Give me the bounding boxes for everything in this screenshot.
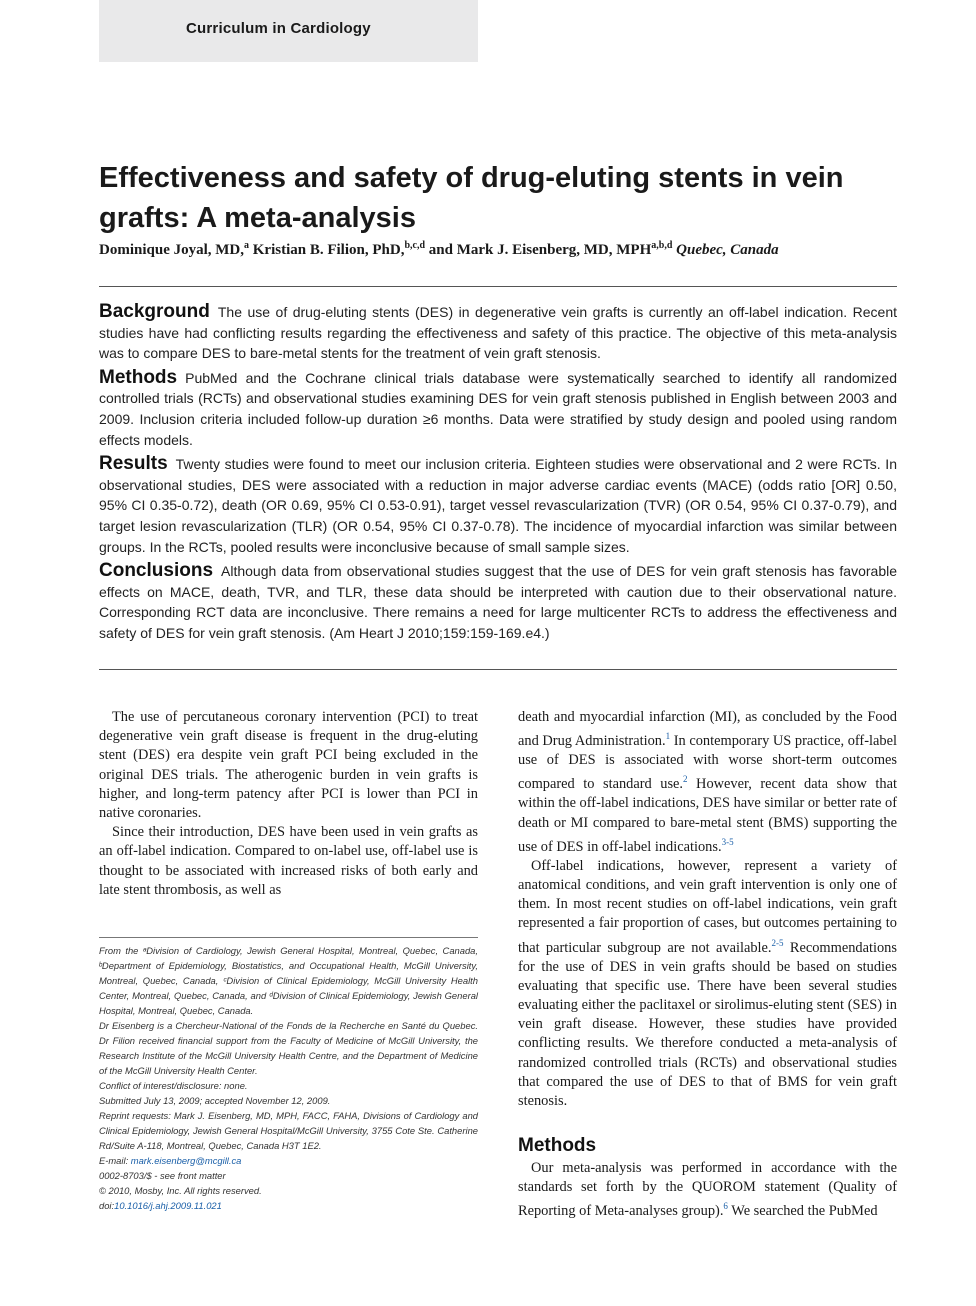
reference-link[interactable]: 2-5 [771, 937, 784, 948]
section-label: Curriculum in Cardiology [186, 20, 371, 37]
divider-bottom [99, 669, 897, 670]
body-left-column [99, 708, 478, 900]
author-name: Dominique Joyal, MD, [99, 242, 245, 258]
body-text: In contemporary US practice, off-label use of DES is associated with worse short-term outcomes compared to standard use. [518, 733, 897, 793]
abstract-heading: Methods [99, 366, 178, 388]
body-paragraph [518, 857, 897, 1111]
footnote-email [99, 1153, 478, 1168]
body-text: We searched the PubMed [727, 1203, 878, 1220]
email-label: E-mail: [99, 1155, 131, 1166]
author-affiliation: a [244, 240, 250, 251]
footnote-funding: Dr Eisenberg is a Chercheur-National of the Fonds de la Recherche en Santé du Quebec. Dr Filion received financial support from the Faculty of Medicine of McGill University, the Research Institute of the McGill University Health Centre, and the Department of Medicine of the McGill University Health Center. [99, 1020, 478, 1076]
article-title: Effectiveness and safety of drug-eluting stents in vein grafts: A meta-analysis [99, 162, 844, 234]
body-text: Off-label indications, however, represent a variety of anatomical conditions, and vein graft intervention is only one of them. In most recent studies on off-label indications, vein graft represented a fair proportion of cases, but outcomes pertaining to that particular subgroup are not available. [518, 857, 897, 956]
body-text: death and myocardial infarction (MI), as concluded by the Food and Drug Administration. [518, 709, 897, 749]
author-line [99, 240, 899, 259]
body-text: Recommendations for the use of DES in vein grafts should be based on studies evaluating that specific use. There have been several studies evaluating either the paclitaxel or sirolimus-eluting stent (SES) in vein graft disease. However, these studies have provided conflicting results. We therefore conducted a meta-analysis of randomized controlled trials (RCTs) and observational studies that compared the use of DES to that of BMS for vein graft stenosis. [518, 939, 897, 1110]
abstract-heading: Conclusions [99, 560, 214, 582]
email-link[interactable]: mark.eisenberg@mcgill.ca [130, 1155, 242, 1166]
body-paragraph [518, 1159, 897, 1221]
abstract-text: Although data from observational studies suggest that the use of DES for vein graft stenosis has favorable effects on MACE, death, TVR, and TLR, these data should be interpreted with caution due to their observational nature. Corresponding RCT data are inconclusive. There remains a need for large multicenter RCTs to address the effectiveness and safety of DES for vein graft stenosis. (Am Heart J 2010;159:159-169.e4.) [99, 563, 897, 641]
author-affiliation: a,b,d [651, 240, 673, 251]
abstract [99, 302, 897, 648]
footnote-conflict: Conflict of interest/disclosure: none. [99, 1080, 248, 1091]
abstract-background [99, 302, 897, 364]
methods-paragraph-container [518, 1159, 897, 1221]
divider-top [99, 286, 897, 287]
author-name: Kristian B. Filion, PhD, [252, 242, 405, 258]
footnotes [99, 943, 478, 1213]
reference-link[interactable]: 6 [723, 1201, 728, 1212]
body-right-column [518, 708, 897, 1111]
footnote-dates: Submitted July 13, 2009; accepted November 12, 2009. [99, 1095, 331, 1106]
reference-link[interactable]: 1 [665, 731, 671, 742]
reference-link[interactable]: 2 [683, 774, 688, 785]
abstract-text: The use of drug-eluting stents (DES) in degenerative vein grafts is currently an off-label indication. Recent studies have had conflicting results regarding the effectiveness and safety of this practice. The objective of this meta-analysis was to compare DES to bare-metal stents for the treatment of vein graft stenosis. [99, 304, 897, 362]
author-affiliation: b,c,d [404, 240, 426, 251]
footnote-doi [99, 1198, 478, 1213]
footnote-divider [99, 937, 478, 938]
body-paragraph: Since their introduction, DES have been used in vein grafts as an off-label indication. Compared to on-label use, off-label use is thought to be associated with increased risks of both early and late stent thrombosis, as well as [99, 824, 478, 898]
doi-label: doi: [99, 1200, 115, 1211]
doi-link[interactable]: 10.1016/j.ahj.2009.11.021 [114, 1200, 222, 1211]
abstract-text: PubMed and the Cochrane clinical trials database were systematically searched to identify all randomized controlled trials (RCTs) and observational studies examining DES for vein graft stenosis published in English between 2003 and 2009. Inclusion criteria included follow-up duration ≥6 months. Data were stratified by study design and pooled using random effects models. [99, 369, 897, 448]
author-name: Mark J. Eisenberg, MD, MPH [456, 242, 652, 258]
body-text: Our meta-analysis was performed in accordance with the standards set forth by the QUOROM statement (Quality of Reporting of Meta-analyses group). [518, 1160, 897, 1220]
abstract-heading: Background [99, 301, 210, 322]
abstract-heading: Results [99, 453, 168, 475]
footnote-issn: 0002-8703/$ - see front matter [99, 1170, 226, 1181]
reference-link[interactable]: 3-5 [721, 836, 734, 847]
body-paragraph [518, 708, 897, 857]
author-location: Quebec, Canada [676, 242, 779, 258]
section-heading-methods: Methods [518, 1135, 597, 1156]
footnote-affiliations: From the ᵃDivision of Cardiology, Jewish General Hospital, Montreal, Quebec, Canada, ᵇDepartment of Epidemiology, Biostatistics, and Occupational Health, McGill University, Montreal, Quebec, Canada, ᶜDivision of Clinical Epidemiology, McGill University Health Center, Montreal, Quebec, Canada, and ᵈDivision of Clinical Epidemiology, Jewish General Hospital, Montreal, Quebec, Canada. [99, 945, 478, 1016]
footnote-copyright: © 2010, Mosby, Inc. All rights reserved. [99, 1185, 262, 1196]
body-paragraph: The use of percutaneous coronary intervention (PCI) to treat degenerative vein graft disease is frequent in the drug-eluting stent (DES) era despite vein graft PCI being excluded in the original DES trials. The atherogenic burden in vein grafts is higher, and long-term patency after PCI is lower than PCI in native coronaries. [99, 709, 478, 822]
body-text: However, recent data show that within the off-label indications, DES have similar or better rate of death or MI compared to bare-metal stent (BMS) supporting the use of DES in off-label indications. [518, 776, 897, 855]
abstract-conclusions [99, 561, 897, 643]
footnote-reprints: Reprint requests: Mark J. Eisenberg, MD, MPH, FACC, FAHA, Divisions of Cardiology and Clinical Epidemiology, Jewish General Hospital/McGill University, 3755 Cote Ste. Catherine Rd/Suite A-118, Montreal, Quebec, Canada H3T 1E2. [99, 1110, 478, 1151]
abstract-methods [99, 368, 897, 450]
abstract-results [99, 454, 897, 557]
abstract-text: Twenty studies were found to meet our inclusion criteria. Eighteen studies were observational and 2 were RCTs. In observational studies, DES were associated with a reduction in major adverse cardiac events (MACE) (odds ratio [OR] 0.50, 95% CI 0.35-0.72), death (OR 0.69, 95% CI 0.53-0.91), target vessel revascularization (TVR) (OR 0.54, 95% CI 0.37-0.79), and target lesion revascularization (TLR) (OR 0.54, 95% CI 0.37-0.78). The incidence of myocardial infarction was similar between groups. In the RCTs, pooled results were inconclusive because of small sample sizes. [99, 456, 897, 555]
author-conjunction: and [428, 242, 453, 258]
